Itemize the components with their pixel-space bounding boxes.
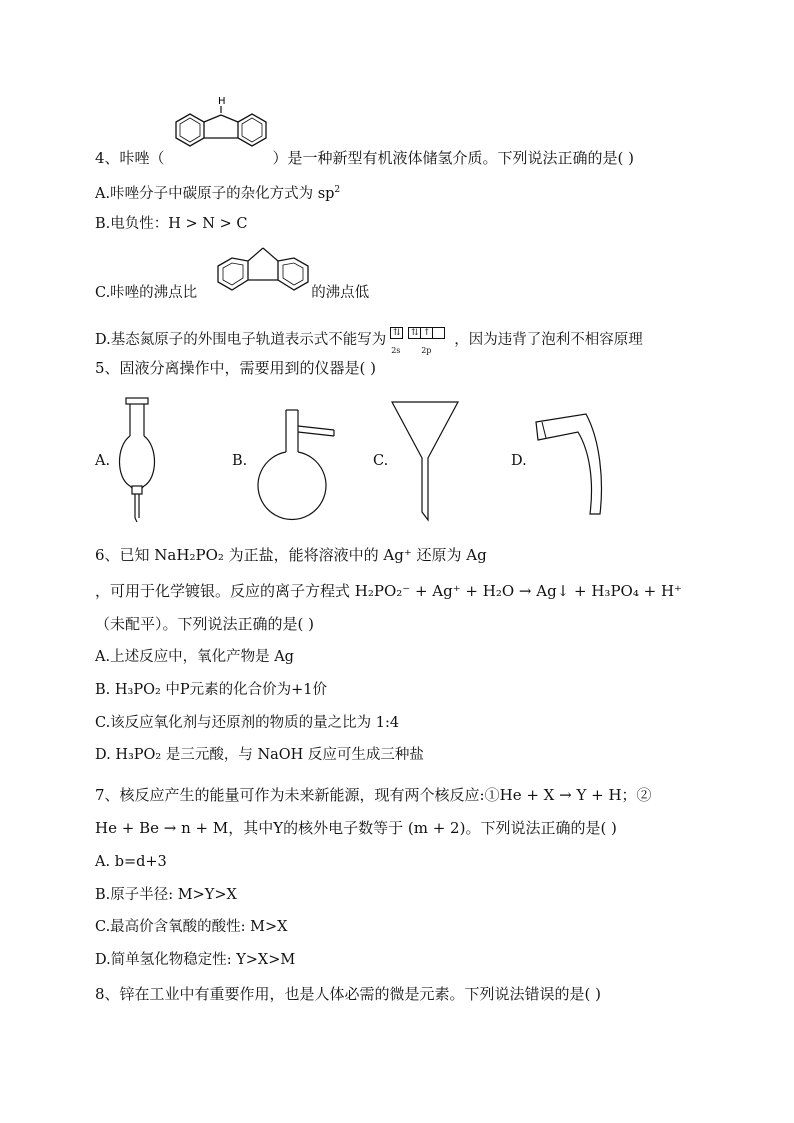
- q4-stem-suffix: ）是一种新型有机液体储氢介质。下列说法正确的是( ): [272, 149, 635, 167]
- orbital-2p-box-2: ↑: [420, 327, 433, 339]
- crucible-tongs-icon: [528, 410, 608, 520]
- q5-label-b: B.: [232, 453, 248, 469]
- q8-stem: 8、锌在工业中有重要作用，也是人体必需的微是元素。下列说法错误的是( ): [95, 985, 602, 1003]
- fluorene-structure: [208, 244, 318, 300]
- carbazole-h-label: H: [218, 96, 226, 107]
- carbazole-structure: [166, 96, 276, 162]
- orbital-2p-box-3: [432, 327, 445, 339]
- q6-line3: （未配平）。下列说法正确的是( ): [95, 615, 314, 633]
- q7-option-c: C.最高价含氧酸的酸性: M>X: [95, 919, 288, 935]
- q4-option-c-suffix: 的沸点低: [311, 285, 370, 301]
- q6-option-c: C.该反应氧化剂与还原剂的物质的量之比为 1:4: [95, 715, 400, 731]
- q4-option-a-text: A.咔唑分子中碳原子的杂化方式为 sp: [95, 185, 335, 202]
- q7-line2: He + Be → n + M，其中Y的核外电子数等于 (m + 2)。下列说法正确的是( ): [95, 819, 617, 837]
- q7-line1-eq: He + X → Y + H；②: [499, 786, 652, 804]
- q6-option-b: B. H₃PO₂ 中P元素的化合价为+1价: [95, 682, 328, 698]
- q7-line1: [95, 785, 652, 805]
- orbital-2p-label: 2p: [421, 346, 432, 355]
- q4-option-a-sup: 2: [334, 185, 341, 195]
- q4-option-c-prefix: C.咔唑的沸点比: [95, 285, 198, 301]
- q4-option-a: [95, 180, 340, 204]
- orbital-2s-label: 2s: [391, 346, 401, 355]
- q5-stem: 5、固液分离操作中，需要用到的仪器是( ): [95, 359, 377, 377]
- orbital-diagram: [390, 327, 450, 353]
- q5-label-a: A.: [95, 453, 111, 469]
- q7-option-a: A. b=d+3: [95, 854, 167, 870]
- distillation-flask-icon: [252, 408, 342, 518]
- q4-option-d-suffix: ，因为违背了泡利不相容原理: [454, 332, 643, 348]
- q7-line1-prefix: 7、核反应产生的能量可作为未来新能源，现有两个核反应:①: [95, 786, 500, 804]
- q7-option-d: D.简单氢化物稳定性: Y>X>M: [95, 952, 296, 968]
- q4-option-d: [95, 327, 643, 353]
- q6-line2: ，可用于化学镀银。反应的离子方程式 H₂PO₂⁻ + Ag⁺ + H₂O → Ag↓ + H₃PO₄ + H⁺: [95, 582, 682, 600]
- q5-label-c: C.: [373, 453, 389, 469]
- q4-stem-prefix: 4、咔唑（: [95, 149, 165, 167]
- separatory-funnel-icon: [112, 398, 162, 528]
- orbital-2s-box: ⇅: [390, 327, 403, 339]
- q7-option-b: B.原子半径: M>Y>X: [95, 887, 237, 903]
- q6-option-d: D. H₃PO₂ 是三元酸，与 NaOH 反应可生成三种盐: [95, 747, 424, 763]
- q6-option-a: A.上述反应中，氧化产物是 Ag: [95, 649, 294, 665]
- funnel-icon: [390, 400, 460, 524]
- orbital-2p-box-1: ⇅: [408, 327, 421, 339]
- q5-label-d: D.: [511, 453, 527, 469]
- q6-line1: 6、已知 NaH₂PO₂ 为正盐，能将溶液中的 Ag⁺ 还原为 Ag: [95, 546, 487, 564]
- q4-option-d-prefix: D.基态氮原子的外围电子轨道表示式不能写为: [95, 332, 387, 348]
- q4-option-b: B.电负性：H > N > C: [95, 216, 248, 232]
